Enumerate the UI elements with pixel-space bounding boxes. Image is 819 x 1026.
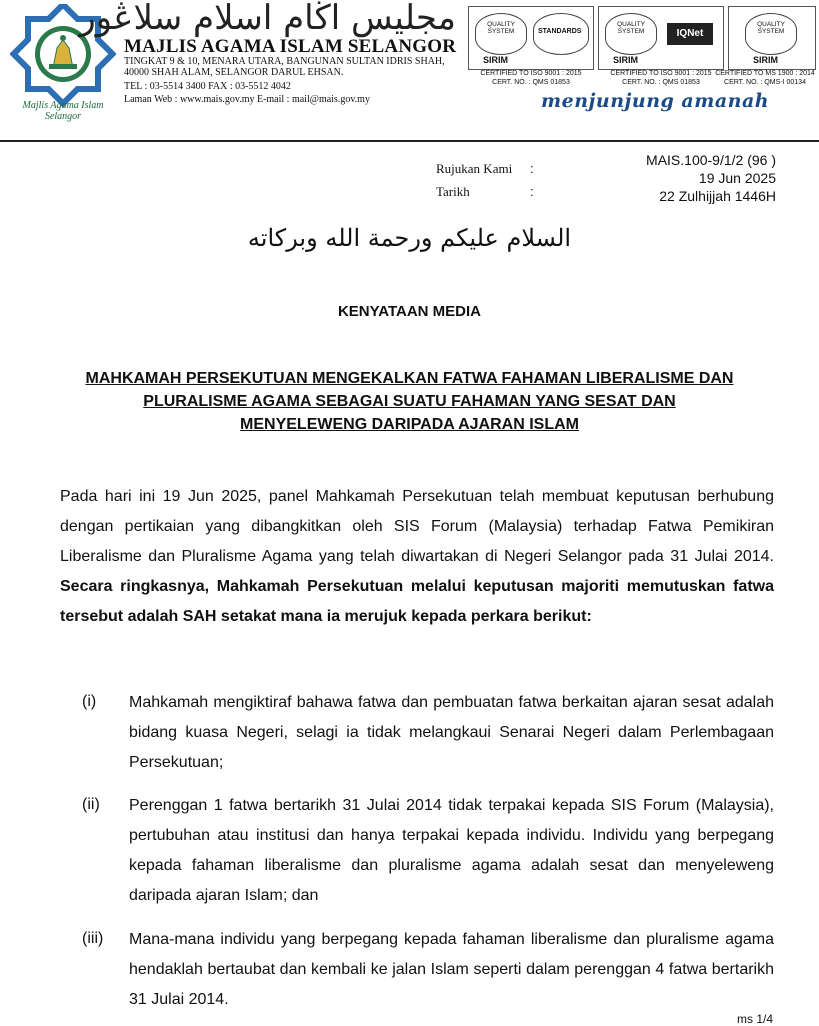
sirim-label: SIRIM (753, 55, 779, 65)
address-line-1: TINGKAT 9 & 10, MENARA UTARA, BANGUNAN SULTAN IDRIS SHAH, (124, 56, 445, 67)
item-text-ii: Perenggan 1 fatwa bertarikh 31 Julai 2014 tidak terpakai kepada SIS Forum (Malaysia), pertubuhan atau institusi dan hanya terpakai kepada individu. Individu yang berpegang kepada fahaman liberalisme dan pluralisme agama adalah sesat dan menyeleweng daripada ajaran Islam; dan (129, 797, 774, 904)
title-line-1: MAHKAMAH PERSEKUTUAN MENGEKALKAN FATWA FAHAMAN LIBERALISME DAN (85, 370, 734, 387)
item-number-ii: (ii) (82, 796, 100, 813)
org-name: MAJLIS AGAMA ISLAM SELANGOR (124, 36, 457, 57)
sirim-label: SIRIM (613, 55, 639, 65)
quality-system-badge-icon: QUALITY SYSTEM (605, 13, 657, 55)
hijri-date-value: 22 Zulhijjah 1446H (659, 188, 776, 204)
media-statement-heading: KENYATAAN MEDIA (337, 303, 482, 320)
logo-caption: Majlis Agama Islam Selangor (22, 100, 104, 122)
quality-system-badge-icon: QUALITY SYSTEM (745, 13, 797, 55)
sirim-label: SIRIM (483, 55, 509, 65)
quality-system-badge-icon: QUALITY SYSTEM (475, 13, 527, 55)
tel-fax: TEL : 03-5514 3400 FAX : 03-5512 4042 (124, 81, 291, 92)
address-line-2: 40000 SHAH ALAM, SELANGOR DARUL EHSAN. (124, 67, 344, 78)
header-divider (0, 140, 819, 142)
arabic-org-name: مجليس اڬام اسلام سلاڠور (79, 0, 456, 38)
ref-colon: : (530, 161, 534, 176)
motto: menjunjung amanah (541, 90, 770, 112)
arabic-greeting: السلام عليكم ورحمة الله وبركاته (247, 224, 572, 252)
date-label: Tarikh (436, 184, 470, 199)
cert-box-2 (598, 6, 724, 70)
web-email: Laman Web : www.mais.gov.my E-mail : mail@mais.gov.my (124, 94, 370, 105)
cert-label-3: CERTIFIED TO MS 1900 : 2014 CERT. NO. : QMS-I 00134 (715, 70, 815, 86)
ref-value: MAIS.100-9/1/2 (96 ) (646, 152, 776, 168)
title-line-2: PLURALISME AGAMA SEBAGAI SUATU FAHAMAN YANG SESAT DAN (143, 393, 676, 410)
item-number-iii: (iii) (82, 930, 104, 947)
page-number: ms 1/4 (736, 1012, 773, 1026)
ref-label: Rujukan Kami (436, 161, 513, 176)
body-text: Pada hari ini 19 Jun 2025, panel Mahkamah Persekutuan telah membuat keputusan berhubung dengan pertikaian yang dibangkitkan oleh SIS Forum (Malaysia) terhadap Fatwa Pemikiran Liberalisme dan Pluralisme Agama yang telah diwartakan di Negeri Selangor pada 31 Julai 2014. (60, 488, 774, 565)
date-value: 19 Jun 2025 (698, 170, 776, 186)
title-line-3: MENYELEWENG DARIPADA AJARAN ISLAM (240, 416, 579, 433)
item-number-i: (i) (82, 693, 97, 710)
cert-label-2: CERTIFIED TO ISO 9001 : 2015 CERT. NO. : QMS 01853 (610, 70, 712, 86)
cert-box-1 (468, 6, 594, 70)
body-paragraph (60, 482, 774, 632)
body-text-bold: Secara ringkasnya, Mahkamah Persekutuan melalui keputusan majoriti memutuskan fatwa tersebut adalah SAH setakat mana ia merujuk kepada perkara berikut: (60, 578, 774, 625)
item-text-iii: Mana-mana individu yang berpegang kepada fahaman liberalisme dan pluralisme agama hendaklah bertaubat dan kembali ke jalan Islam seperti dalam perenggan 4 fatwa bertarikh 31 Julai 2014. (129, 931, 774, 1008)
date-colon: : (530, 184, 534, 199)
cert-label-1: CERTIFIED TO ISO 9001 : 2015 CERT. NO. : QMS 01853 (480, 70, 582, 86)
standards-badge-icon: STANDARDS (533, 13, 589, 55)
item-text-i: Mahkamah mengiktiraf bahawa fatwa dan pembuatan fatwa berkaitan ajaran sesat adalah bidang kuasa Negeri, selagi ia tidak melangkaui Senarai Negeri dalam Perlembagaan Persekutuan; (129, 694, 774, 771)
iqnet-badge-icon: IQNet (667, 23, 713, 45)
cert-box-3 (728, 6, 816, 70)
